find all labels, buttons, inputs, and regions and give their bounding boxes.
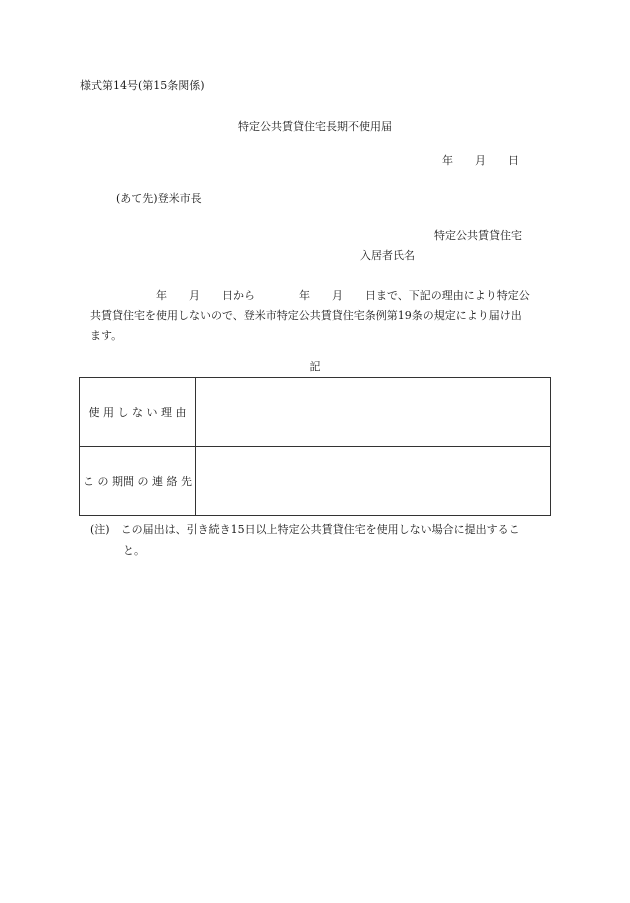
reason-field[interactable] bbox=[196, 378, 551, 447]
table-row bbox=[80, 447, 551, 516]
body-line: ます。 bbox=[90, 329, 123, 342]
reason-label: 使 用 し な い 理 由 bbox=[80, 378, 196, 447]
note-line: (注) この届出は、引き続き15日以上特定公共賃貸住宅を使用しない場合に提出するこ bbox=[90, 523, 520, 536]
contact-field[interactable] bbox=[196, 447, 551, 516]
form-number: 様式第14号(第15条関係) bbox=[80, 79, 205, 92]
table-row bbox=[80, 378, 551, 447]
date-month: 月 bbox=[475, 154, 486, 167]
note-line: と。 bbox=[90, 544, 145, 557]
sender-organization: 特定公共賃貸住宅 bbox=[434, 229, 522, 242]
body-line: 共賃貸住宅を使用しないので、登米市特定公共賃貸住宅条例第19条の規定により届け出 bbox=[90, 309, 522, 322]
addressee: (あて先)登米市長 bbox=[116, 192, 202, 205]
date-day: 日 bbox=[508, 154, 519, 167]
note bbox=[90, 519, 560, 561]
contact-label: こ の 期間 の 連 絡 先 bbox=[80, 447, 196, 516]
ki-heading: 記 bbox=[309, 360, 321, 373]
resident-name-label: 入居者氏名 bbox=[360, 249, 415, 262]
record-table bbox=[79, 377, 551, 516]
page-title: 特定公共賃貸住宅長期不使用届 bbox=[238, 120, 392, 133]
body-text bbox=[90, 286, 550, 346]
body-line: 年 月 日から 年 月 日まで、下記の理由により特定公 bbox=[90, 289, 530, 302]
date-line bbox=[442, 155, 519, 166]
date-year: 年 bbox=[442, 154, 453, 167]
